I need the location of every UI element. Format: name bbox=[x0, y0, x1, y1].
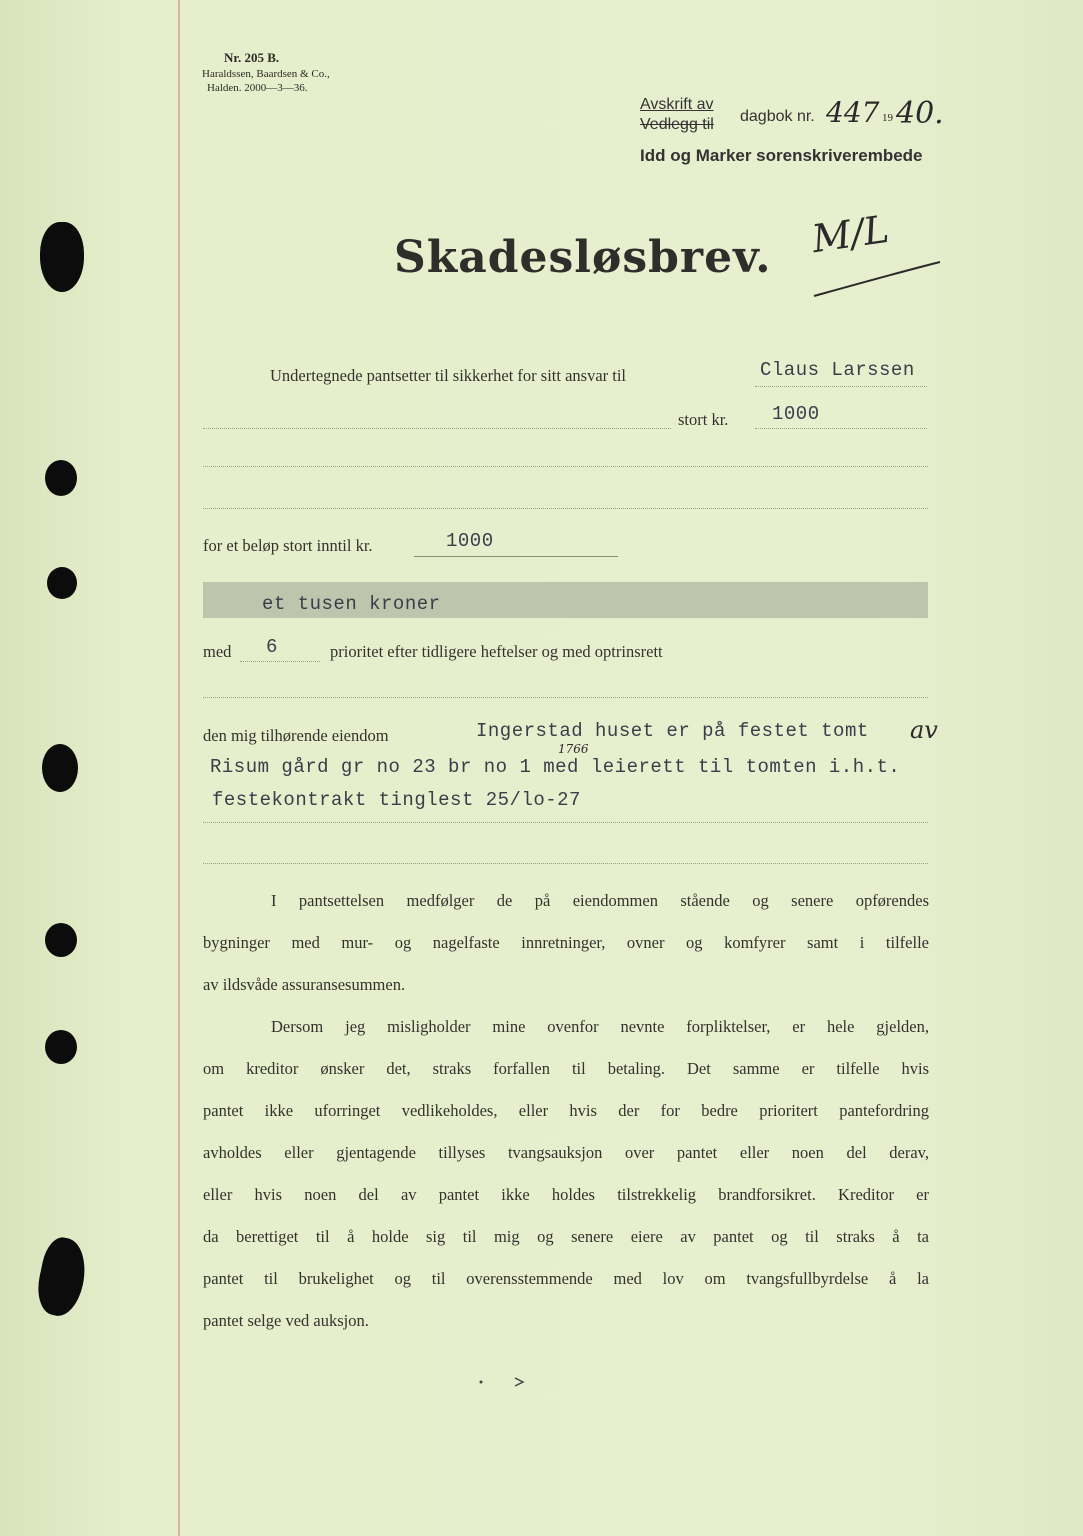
priority-value: 6 bbox=[266, 636, 278, 658]
amount-line bbox=[755, 428, 927, 429]
paragraph-2-line: pantet selge ved auksjon. bbox=[203, 1311, 369, 1330]
paragraph-1 bbox=[203, 880, 929, 1006]
punch-hole bbox=[45, 1030, 77, 1064]
signature-stroke bbox=[810, 250, 945, 300]
paragraph-2-line: om kreditor ønsker det, straks forfallen til betaling. Det samme er tilfelle hvis bbox=[203, 1059, 929, 1078]
limit-value: 1000 bbox=[446, 530, 494, 552]
priority-label-before: med bbox=[203, 642, 232, 661]
limit-label: for et beløp stort inntil kr. bbox=[203, 536, 373, 555]
blank-line bbox=[203, 697, 928, 698]
paragraph-2-line: da berettiget til å holde sig til mig og senere eiere av pantet og til straks å ta bbox=[203, 1227, 929, 1246]
property-line1-hand: av bbox=[910, 716, 938, 744]
punch-hole bbox=[40, 222, 84, 292]
margin-line bbox=[178, 0, 180, 1536]
creditor-label: Undertegnede pantsetter til sikkerhet for sitt ansvar til bbox=[270, 366, 627, 385]
property-line1: Ingerstad huset er på festet tomt bbox=[476, 720, 869, 742]
amount-label: stort kr. bbox=[678, 410, 729, 429]
paragraph-2-line: Dersom jeg misligholder mine ovenfor nevnte forpliktelser, er hele gjelden, bbox=[271, 1017, 929, 1036]
paragraph-2-line: pantet til brukelighet og til overensstemmende med lov om tvangsfullbyrdelse å la bbox=[203, 1269, 929, 1288]
punch-hole bbox=[32, 1234, 91, 1319]
property-line2: Risum gård gr no 23 br no 1 med leierett til tomten i.h.t. bbox=[210, 756, 901, 778]
dagbok-year-prefix: 19 bbox=[882, 112, 893, 124]
stray-marks bbox=[475, 1370, 535, 1390]
blank-line bbox=[203, 428, 671, 429]
paragraph-1-line: I pantsettelsen medfølger de på eiendommen stående og senere opførendes bbox=[271, 891, 929, 910]
blank-line bbox=[203, 508, 928, 509]
paragraph-2-line: avholdes eller gjentagende tillyses tvangsauksjon over pantet eller noen del derav, bbox=[203, 1143, 929, 1162]
priority-line bbox=[240, 661, 320, 662]
property-line3: festekontrakt tinglest 25/lo-27 bbox=[212, 789, 581, 811]
form-number: Nr. 205 B. bbox=[224, 50, 280, 65]
limit-line bbox=[414, 556, 618, 557]
punch-hole bbox=[42, 744, 78, 792]
blank-line bbox=[203, 822, 928, 823]
punch-hole bbox=[45, 923, 77, 957]
blank-line bbox=[203, 466, 928, 467]
punch-hole bbox=[45, 460, 77, 496]
priority-label-after: prioritet efter tidligere heftelser og med optrinsrett bbox=[330, 642, 663, 661]
dagbok-year: 40. bbox=[896, 96, 944, 131]
amount-value: 1000 bbox=[772, 403, 820, 425]
blank-line bbox=[203, 863, 928, 864]
creditor-line bbox=[755, 386, 927, 387]
property-label: den mig tilhørende eiendom bbox=[203, 726, 389, 745]
property-line2-hand: 1766 bbox=[558, 742, 589, 756]
initials-mark: M/L bbox=[809, 206, 892, 262]
paragraph-2 bbox=[203, 1006, 929, 1342]
paragraph-1-line: bygninger med mur- og nagelfaste innretninger, ovner og komfyrer samt i tilfelle bbox=[203, 933, 929, 952]
paragraph-2-line: eller hvis noen del av pantet ikke holdes tilstrekkelig brandforsikret. Kreditor er bbox=[203, 1185, 929, 1204]
paragraph-2-line: pantet ikke uforringet vedlikeholdes, eller hvis der for bedre prioritert pantefordring bbox=[203, 1101, 929, 1120]
paragraph-1-line: av ildsvåde assuransesummen. bbox=[203, 975, 406, 994]
avskrift-label: Avskrift av bbox=[640, 96, 714, 113]
office-name: Idd og Marker sorenskriverembede bbox=[640, 146, 923, 165]
punch-hole bbox=[47, 567, 77, 599]
form-printer-info: Halden. 2000—3—36. bbox=[207, 82, 308, 94]
dagbok-label: dagbok nr. bbox=[740, 108, 815, 125]
form-printer: Haraldssen, Baardsen & Co., bbox=[202, 68, 330, 80]
amount-words: et tusen kroner bbox=[262, 593, 441, 615]
creditor-name: Claus Larssen bbox=[760, 359, 915, 381]
dagbok-number: 447 bbox=[826, 96, 880, 129]
document-title: Skadesløsbrev. bbox=[394, 232, 772, 283]
vedlegg-label: Vedlegg til bbox=[640, 116, 714, 133]
